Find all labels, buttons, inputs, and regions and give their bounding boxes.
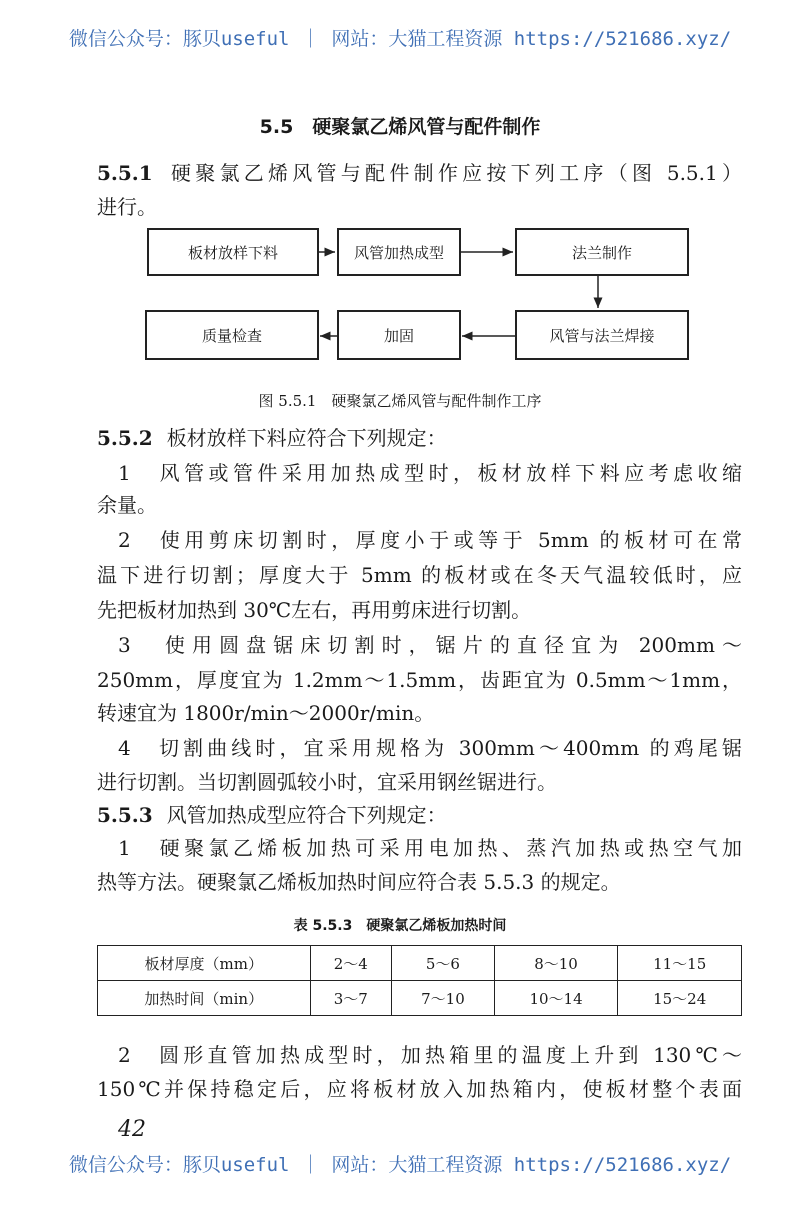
clause-text: 3 使用圆盘锯床切割时，锯片的直径宜为 200mm～ (118, 633, 742, 657)
flow-step: 加固 (337, 310, 461, 360)
clause-text: 转速宜为 1800r/min～2000r/min。 (97, 701, 435, 725)
clause-text: 1 硬聚氯乙烯板加热可采用电加热、蒸汽加热或热空气加 (118, 836, 742, 860)
clause-text: 温下进行切割；厚度大于 5mm 的板材或在冬天气温较低时，应 (97, 563, 742, 587)
table-cell: 15～24 (618, 981, 742, 1016)
heating-time-table (97, 945, 742, 1016)
clause-text: 进行切割。当切割圆弧较小时，宜采用钢丝锯进行。 (97, 770, 557, 794)
table-cell: 板材厚度（mm） (98, 946, 311, 981)
page-number: 42 (118, 1117, 146, 1142)
clause-text: 板材放样下料应符合下列规定： (166, 426, 447, 450)
clause-text: 进行。 (97, 195, 157, 219)
clause-number: 5.5.1 (97, 161, 153, 185)
clause-text: 余量。 (97, 493, 157, 517)
clause-text: 2 圆形直管加热成型时，加热箱里的温度上升到 130℃～ (118, 1043, 742, 1067)
table-cell: 10～14 (494, 981, 618, 1016)
clause-text: 先把板材加热到 30℃左右，再用剪床进行切割。 (97, 598, 532, 622)
table-cell: 7～10 (392, 981, 495, 1016)
clause-5-5-3 (97, 802, 742, 828)
table-row (98, 981, 742, 1016)
section-title: 5.5 硬聚氯乙烯风管与配件制作 (259, 116, 541, 138)
clause-text: 4 切割曲线时，宜采用规格为 300mm～400mm 的鸡尾锯 (118, 736, 742, 760)
flow-step: 质量检查 (145, 310, 319, 360)
table-cell: 加热时间（min） (98, 981, 311, 1016)
table-cell: 3～7 (310, 981, 392, 1016)
clause-text: 热等方法。硬聚氯乙烯板加热时间应符合表 5.5.3 的规定。 (97, 870, 621, 894)
clause-text: 硬聚氯乙烯风管与配件制作应按下列工序（图 5.5.1） (166, 161, 742, 185)
table-row (98, 946, 742, 981)
clause-text: 1 风管或管件采用加热成型时，板材放样下料应考虑收缩 (118, 461, 742, 485)
table-cell: 2～4 (310, 946, 392, 981)
clause-5-5-2 (97, 425, 742, 451)
clause-text: 250mm，厚度宜为 1.2mm～1.5mm，齿距宜为 0.5mm～1mm， (97, 668, 742, 692)
table-cell: 5～6 (392, 946, 495, 981)
flow-step: 板材放样下料 (147, 228, 319, 276)
table-caption: 表 5.5.3 硬聚氯乙烯板加热时间 (293, 918, 507, 934)
table-cell: 11～15 (618, 946, 742, 981)
clause-text: 风管加热成型应符合下列规定： (166, 803, 447, 827)
flow-step: 风管与法兰焊接 (515, 310, 689, 360)
clause-number: 5.5.2 (97, 426, 153, 450)
watermark-top: 微信公众号：豚贝useful ｜ 网站：大猫工程资源 https://521686.xyz/ (68, 28, 732, 50)
flow-step: 风管加热成型 (337, 228, 461, 276)
clause-text: 2 使用剪床切割时，厚度小于或等于 5mm 的板材可在常 (118, 528, 742, 552)
table-cell: 8～10 (494, 946, 618, 981)
clause-text: 150℃并保持稳定后，应将板材放入加热箱内，使板材整个表面 (97, 1077, 742, 1101)
watermark-bottom: 微信公众号：豚贝useful ｜ 网站：大猫工程资源 https://521686.xyz/ (68, 1154, 732, 1176)
flow-step: 法兰制作 (515, 228, 689, 276)
clause-number: 5.5.3 (97, 803, 153, 827)
figure-caption: 图 5.5.1 硬聚氯乙烯风管与配件制作工序 (258, 392, 542, 410)
